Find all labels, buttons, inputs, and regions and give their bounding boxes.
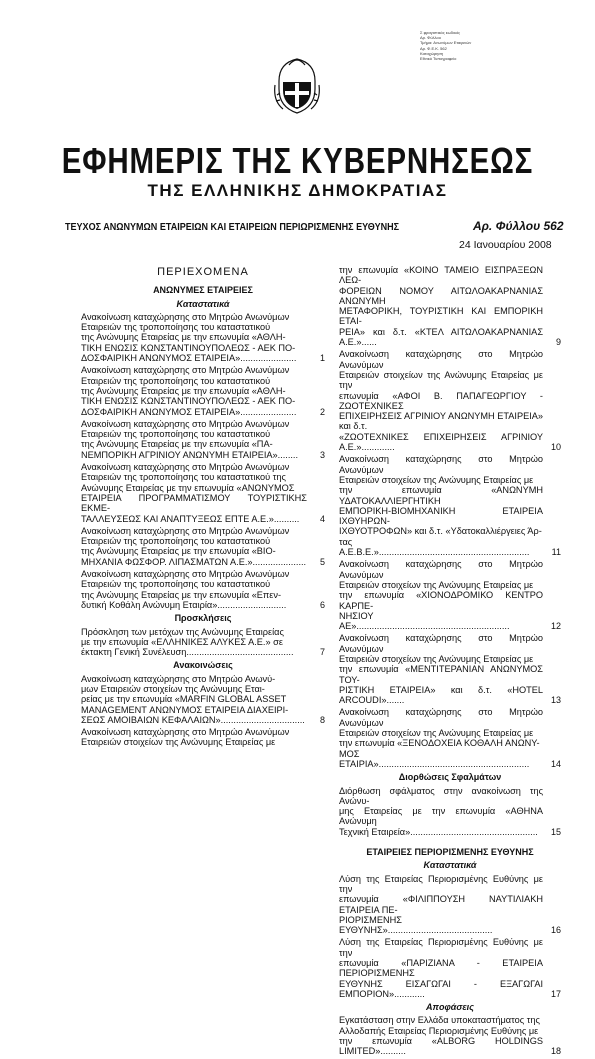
gazette-title: ΕΦΗΜΕΡΙΣ ΤΗΣ ΚΥΒΕΡΝΗΣΕΩΣ [61,140,534,181]
issue-date: 24 Ιανουαρίου 2008 [459,239,552,251]
toc-entry-page: 7 [319,647,325,658]
category-heading: Αποφάσεις [426,1002,474,1013]
toc-entry[interactable] [339,454,561,557]
toc-entry-page: 2 [319,406,325,417]
toc-entry-text: Ανακοίνωση καταχώρησης στο Μητρώο Ανωνύμων Εταιρειών της τροποποίησης του καταστατικού της Ανώνυμης Εταιρείας με την επωνυμία «ΑΘΛΗ- ΤΙΚΗ ΕΝΩΣΙΣ ΚΩΝΣΤΑΝΤΙΝΟΥΠΟΛΕΩΣ - ΑΕΚ ΠΟ- ΔΟΣΦΑΙΡΙΚΗ ΑΝΩΝΥΜΟΣ ΕΤΑΙΡΕΙΑ»...................... [81,311,297,364]
toc-entry-text: Ανακοίνωση καταχώρησης στο Μητρώο Ανωνύμων Εταιρειών της τροποποίησης του καταστατικού της Ανώνυμης Εταιρείας με την επωνυμία «ΑΝΩΝΥΜΟΣ ΕΤΑΙΡΕΙΑ ΠΡΟΓΡΑΜΜΑΤΙΣΜΟΥ ΤΟΥΡΙΣΤΙΚΗΣ ΕΚΜΕ- ΤΑΛΛΕΥΣΕΩΣ ΚΑΙ ΑΝΑΠΤΥΞΕΩΣ ΕΠΤΕ Α.Ε.».......... [81,462,307,524]
toc-entry-page: 18 [550,1046,561,1057]
toc-entry-page: 11 [551,547,561,558]
toc-entry-text: Ανακοίνωση καταχώρησης στο Μητρώο Ανωνύμων Εταιρειών της τροποποίησης του καταστατικού της Ανώνυμης Εταιρείας με την επωνυμία «ΑΘΛΗ- ΤΙΚΗ ΕΝΩΣΙΣ ΚΩΝΣΤΑΝΤΙΝΟΥΠΟΛΕΩΣ - ΑΕΚ ΠΟ- ΔΟΣΦΑΙΡΙΚΗ ΑΝΩΝΥΜΟΣ ΕΤΑΙΡΕΙΑ»...................... [81,365,297,417]
toc-entry-text: Ανακοίνωση καταχώρησης στο Μητρώο Ανωνύμων Εταιρειών της τροποποίησης του καταστατικού της Ανώνυμης Εταιρείας με την επωνυμία «ΠΑ- ΝΕΜΠΟΡΙΚΗ ΑΓΡΙΝΙΟΥ ΑΝΩΝΥΜΗ ΕΤΑΙΡΕΙΑ»........ [81,418,299,460]
toc-entry[interactable] [81,627,325,658]
toc-entry[interactable] [339,786,561,837]
toc-entry[interactable] [81,674,325,725]
toc-entry[interactable] [81,462,325,524]
toc-entry[interactable] [81,569,325,610]
toc-entry-page: 13 [550,695,561,706]
toc-entry-text: Ανακοίνωση καταχώρησης στο Μητρώο Ανωνύμων Εταιρειών στοιχείων της Ανώνυμης Εταιρείας με την επωνυμία «ΑΝΩΝΥΜΗ ΥΔΑΤΟΚΑΛΛΙΕΡΓΗΤΙΚΗ ΕΜΠΟΡΙΚΗ-ΒΙΟΜΗΧΑΝΙΚΗ ΕΤΑΙΡΕΙΑ ΙΧΘΥΗΡΩΝ- ΙΧΘΥΟΤΡΟΦΩΝ» και δ.τ. «Υδατοκαλλιέργειες Άρ- τας Α.Ε.Β.Ε.»........................................................... [339,454,543,558]
toc-entry-text: Εγκατάσταση στην Ελλάδα υποκαταστήματος της Αλλοδαπής Εταιρείας Περιορισμένης Ευθύνης με την επωνυμία «ALBORG HOLDINGS LIMITED».......... [339,1015,543,1057]
category-heading: Καταστατικά [176,298,230,309]
toc-entry-page: 16 [550,925,561,936]
toc-left-column [81,265,325,750]
toc-entry[interactable] [81,526,325,567]
toc-entry-text: Ανακοίνωση καταχώρησης στο Μητρώο Ανωνύμων Εταιρειών στοιχείων της Ανώνυμης Εταιρείας με την επωνυμία «ΜΕΝΤΙΤΕΡΑΝΙΑΝ ΑΝΩΝΥΜΟΣ ΤΟΥ- ΡΙΣΤΙΚΗ ΕΤΑΙΡΕΙΑ» και δ.τ. «HOTEL ARCOUDI»....... [339,633,543,706]
section-heading: ΑΝΩΝΥΜΕΣ ΕΤΑΙΡΕΙΕΣ [153,285,253,296]
toc-entry-text: Ανακοίνωση καταχώρησης στο Μητρώο Ανωνύ- μων Εταιρειών στοιχείων της Ανώνυμης Εται- ρείας με την επωνυμία «MARFIN GLOBAL ASSET MANAGEMENT ΑΝΩΝΥΜΟΣ ΕΤΑΙΡΕΙΑ ΔΙΑΧΕΙΡΙ- ΣΕΩΣ ΑΜΟΙΒΑΙΩΝ ΚΕΦΑΛΑΙΩΝ»................................. [81,673,305,725]
toc-entry-page: 14 [550,758,561,769]
toc-entry[interactable] [339,874,561,936]
toc-entry[interactable] [81,727,325,748]
toc-entry-page: 1 [319,353,325,364]
sheet-number: Αρ. Φύλλου 562 [473,219,564,233]
toc-entry-page: 6 [319,599,325,610]
toc-entry-text: Λύση της Εταιρείας Περιορισμένης Ευθύνης με την επωνυμία «ΠΑΡΙΖΙΑΝΑ - ΕΤΑΙΡΕΙΑ ΠΕΡΙΟΡΙΣΜΕΝΗΣ ΕΥΘΥΝΗΣ ΕΙΣΑΓΩΓΑΙ - ΕΞΑΓΩΓΑΙ ΕΜΠΟΡΙΟΝ»............ [339,937,543,999]
toc-entry[interactable] [339,1015,561,1056]
toc-entry[interactable] [339,349,561,452]
toc-entry-page: 15 [550,826,561,837]
toc-entry[interactable] [339,633,561,705]
coat-of-arms-emblem [273,55,321,117]
toc-entry-text: Ανακοίνωση καταχώρησης στο Μητρώο Ανωνύμων Εταιρειών στοιχείων της Ανώνυμης Εταιρείας με την επωνυμία «ΞΕΝΟΔΟΧΕΙΑ ΚΟΘΑΛΗ ΑΝΩΝΥ- ΜΟΣ ΕΤΑΙΡΙΑ»........................................................... [339,707,543,769]
toc-entry-page: 3 [319,449,325,460]
toc-entry-text: Ανακοίνωση καταχώρησης στο Μητρώο Ανωνύμων Εταιρειών στοιχείων της Ανώνυμης Εταιρείας με την επωνυμία «ΧΙΟΝΟΔΡΟΜΙΚΟ ΚΕΝΤΡΟ ΚΑΡΠΕ- ΝΗΣΙΟΥ ΑΕ»............................................................ [339,559,543,632]
gazette-subtitle: ΤΗΣ ΕΛΛΗΝΙΚΗΣ ΔΗΜΟΚΡΑΤΙΑΣ [147,181,448,200]
toc-entry-text: Πρόσκληση των μετόχων της Ανώνυμης Εταιρείας με την επωνυμία «ΕΛΛΗΝΙΚΕΣ ΑΛΥΚΕΣ Α.Ε.» σε έκτακτη Γενική Συνέλευση.......................................... [81,626,294,658]
section-heading: ΕΤΑΙΡΕΙΕΣ ΠΕΡΙΟΡΙΣΜΕΝΗΣ ΕΥΘΥΝΗΣ [366,847,534,858]
toc-heading: ΠΕΡΙΕΧΟΜΕΝΑ [157,266,249,278]
toc-entry-text: Λύση της Εταιρείας Περιορισμένης Ευθύνης με την επωνυμία «ΦΙΛΙΠΠΟΥΣΗ ΝΑΥΤΙΛΙΑΚΗ ΕΤΑΙΡΕΙΑ ΠΕ- ΡΙΟΡΙΣΜΕΝΗΣ ΕΥΘΥΝΗΣ»......................................... [339,873,543,936]
toc-entry[interactable] [81,365,325,416]
category-heading: Καταστατικά [423,860,477,871]
category-heading: Ανακοινώσεις [173,660,233,671]
category-heading: Προσκλήσεις [174,613,232,624]
toc-entry-text: Διόρθωση σφάλματος στην ανακοίνωση της Ανώνυ- μης Εταιρείας με την επωνυμία «ΑΘΗΝΑ Ανώνυμη Τεχνική Εταιρεία».................................................. [339,785,543,837]
toc-entry[interactable] [339,937,561,999]
toc-entry[interactable] [81,312,325,363]
toc-entry[interactable] [81,419,325,460]
toc-entry-text: Ανακοίνωση καταχώρησης στο Μητρώο Ανωνύμων Εταιρειών της τροποποίησης του καταστατικού της Ανώνυμης Εταιρείας με την επωνυμία «ΒΙΟ- ΜΗΧΑΝΙΑ ΦΩΣΦΟΡ. ΛΙΠΑΣΜΑΤΩΝ Α.Ε.»..................... [81,525,307,567]
toc-entry-text: την επωνυμία «ΚΟΙΝΟ ΤΑΜΕΙΟ ΕΙΣΠΡΑΞΕΩΝ ΛΕΩ- ΦΟΡΕΙΩΝ ΝΟΜΟΥ ΑΙΤΩΛΟΑΚΑΡΝΑΝΙΑΣ ΑΝΩΝΥΜΗ ΜΕΤΑΦΟΡΙΚΗ, ΤΟΥΡΙΣΤΙΚΗ ΚΑΙ ΕΜΠΟΡΙΚΗ ΕΤΑΙ- ΡΕΙΑ» και δ.τ. «ΚΤΕΛ ΑΙΤΩΛΟΑΚΑΡΝΑΝΙΑΣ Α.Ε.»...... [339,265,543,348]
toc-entry-page: 8 [319,714,325,725]
toc-entry[interactable] [339,559,561,631]
toc-entry-text: Ανακοίνωση καταχώρησης στο Μητρώο Ανωνύμων Εταιρειών στοιχείων της Ανώνυμης Εταιρείας με [81,727,290,748]
toc-entry[interactable] [339,265,561,347]
toc-entry-page: 10 [550,442,561,453]
toc-entry-text: Ανακοίνωση καταχώρησης στο Μητρώο Ανωνύμων Εταιρειών στοιχείων της Ανώνυμης Εταιρείας με την επωνυμία «ΑΦΟΙ Β. ΠΑΠΑΓΕΩΡΓΙΟΥ - ΖΩΟΤΕΧΝΙΚΕΣ ΕΠΙΧΕΙΡΗΣΕΙΣ ΑΓΡΙΝΙΟΥ ΑΝΩΝΥΜΗ ΕΤΑΙΡΕΙΑ» και δ.τ. «ΖΩΟΤΕΧΝΙΚΕΣ ΕΠΙΧΕΙΡΗΣΕΙΣ ΑΓΡΙΝΙΟΥ Α.Ε.»............. [339,349,543,453]
toc-entry-text: Ανακοίνωση καταχώρησης στο Μητρώο Ανωνύμων Εταιρειών της τροποποίησης του καταστατικού της Ανώνυμης Εταιρείας με την επωνυμία «Επεν- δυτική Κοθάλη Ανώνυμη Εταιρία»........................... [81,569,290,610]
toc-entry-page: 5 [319,556,325,567]
toc-entry[interactable] [339,707,561,769]
toc-entry-page: 4 [319,513,325,524]
corner-registration-note: Σ φραγιστικός κωδικός Αρ. Φύλλου Τμήμα: Ανωνύμων Εταιρειών Αρ. Φ.Ε.Κ. 562 Καταχώρηση Εθνικό Τυπογραφείο [420,30,472,62]
category-heading: Διορθώσεις Σφαλμάτων [398,772,502,783]
toc-entry-page: 17 [550,988,561,999]
toc-right-column [339,265,561,1059]
toc-entry-page: 9 [555,337,561,348]
issue-series: ΤΕΥΧΟΣ ΑΝΩΝΥΜΩΝ ΕΤΑΙΡΕΙΩΝ ΚΑΙ ΕΤΑΙΡΕΙΩΝ ΠΕΡΙΩΡΙΣΜΕΝΗΣ ΕΥΘΥΝΗΣ [65,221,400,233]
toc-entry-page: 12 [550,621,561,632]
